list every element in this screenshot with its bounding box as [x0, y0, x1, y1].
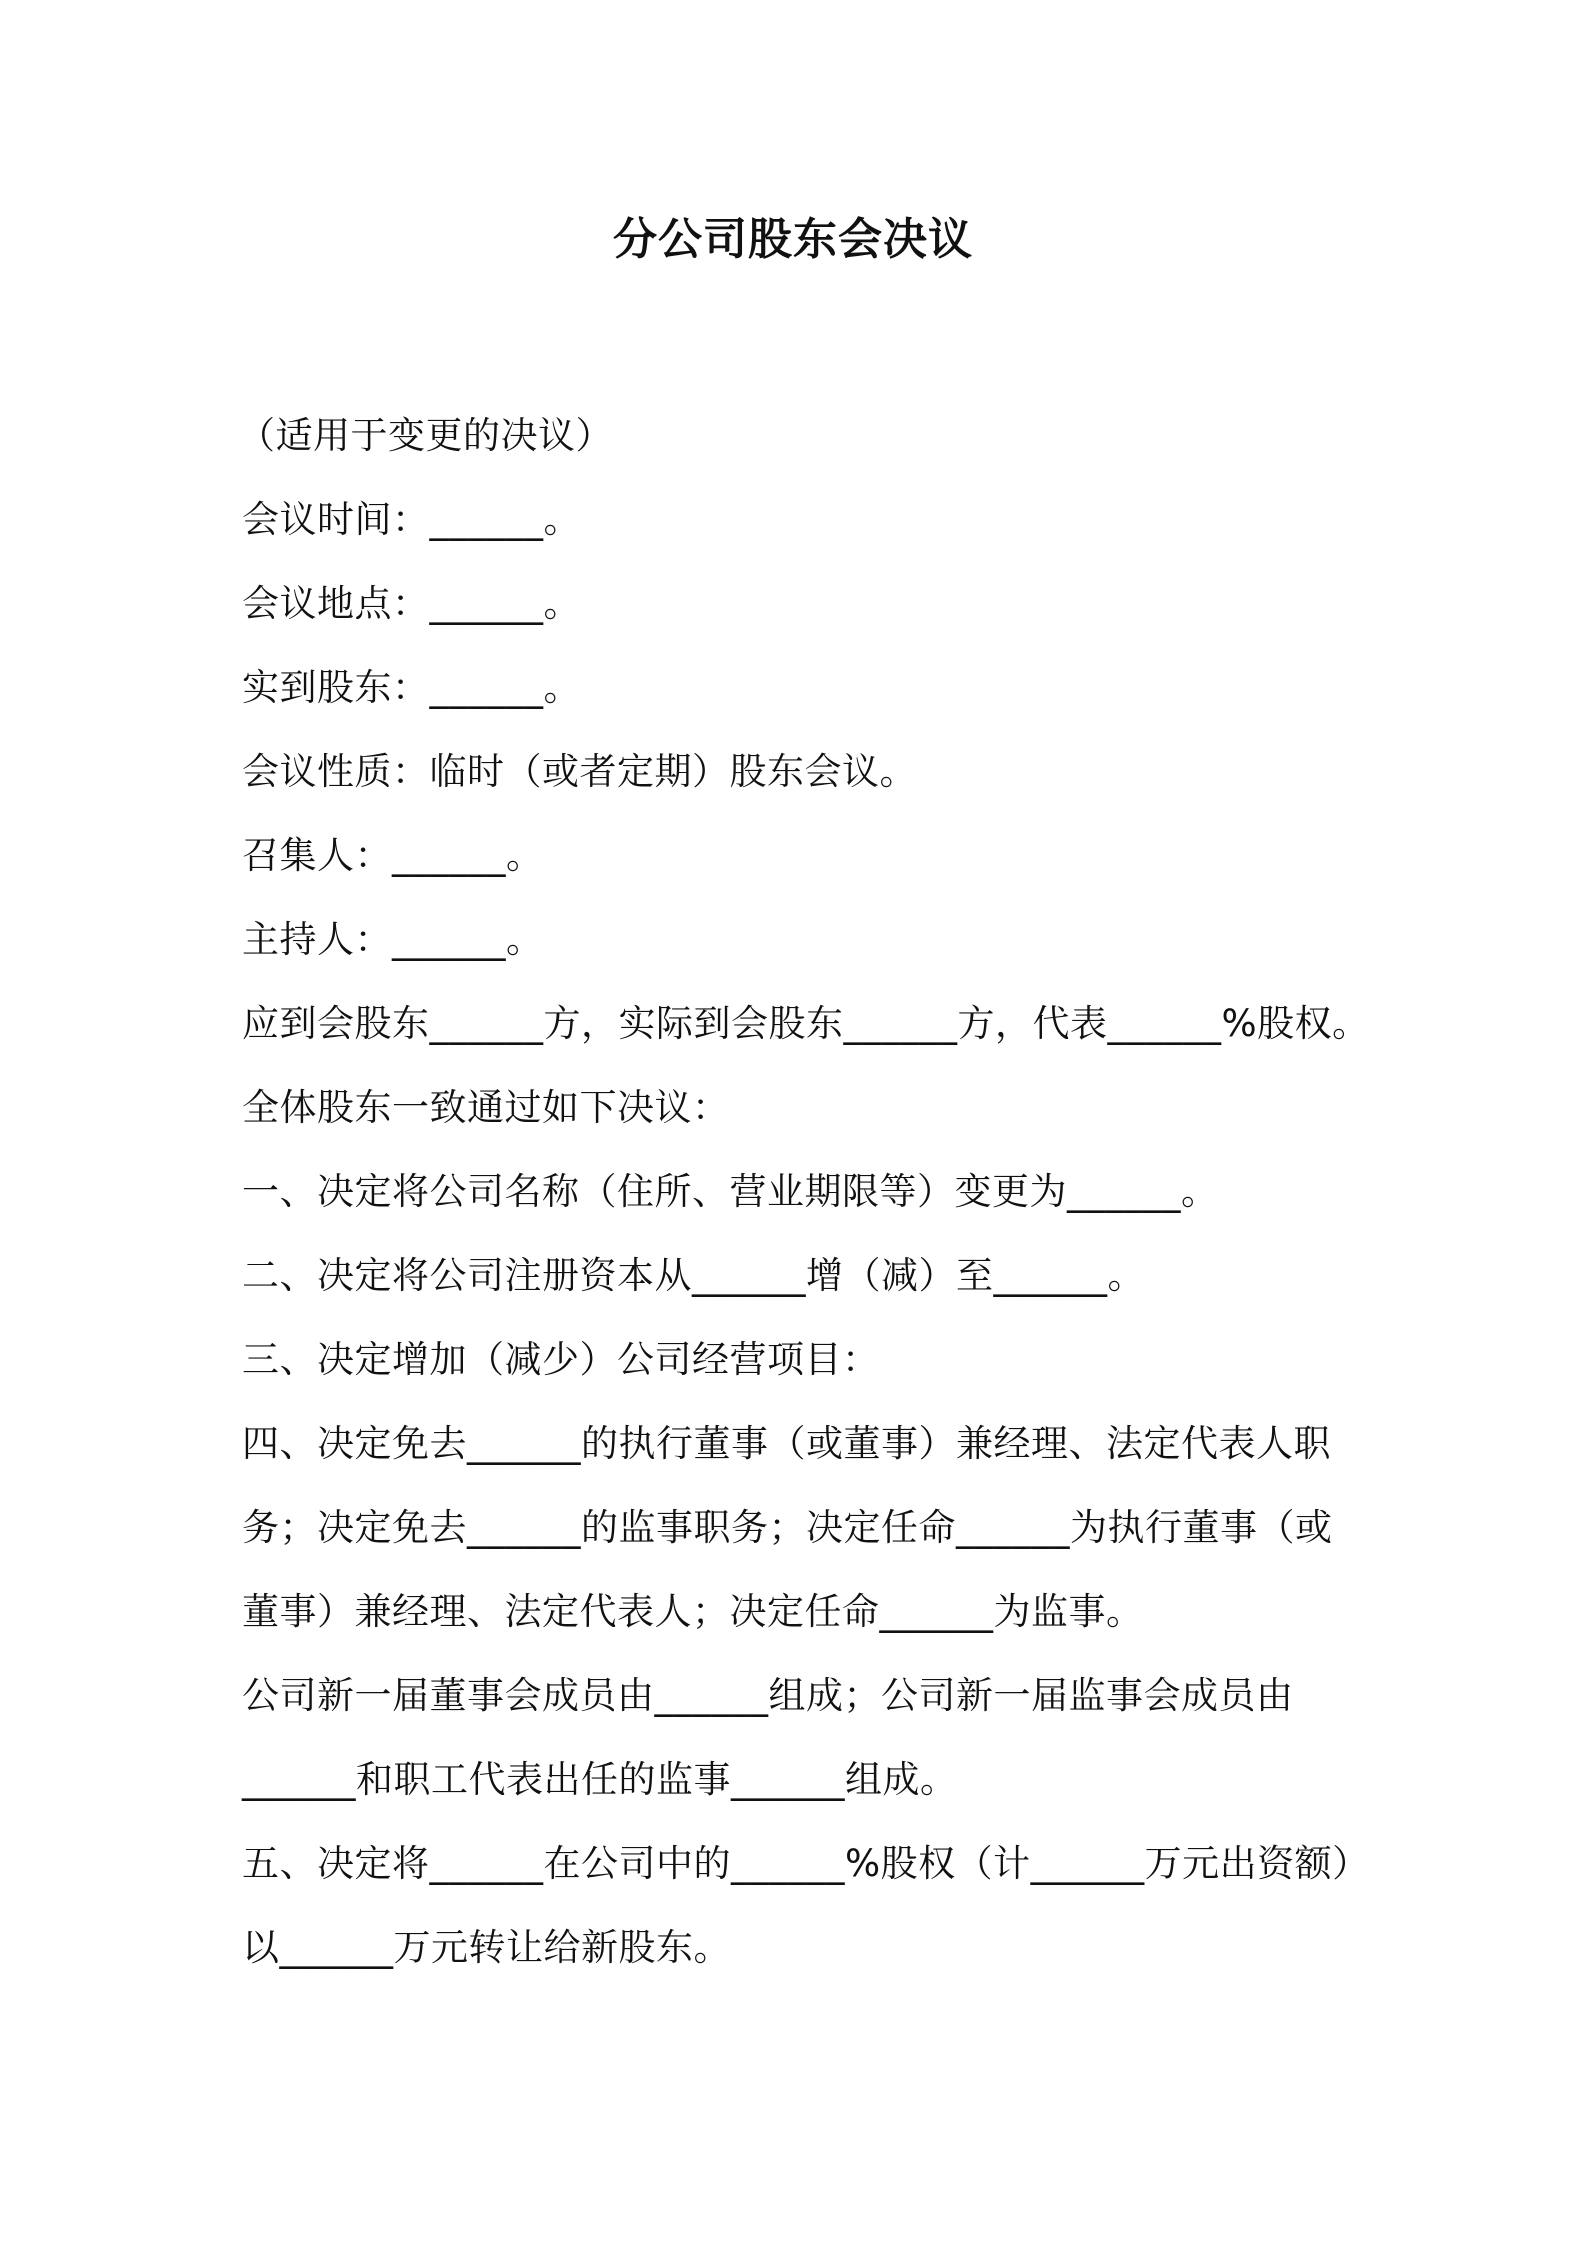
board-members-line-2: ______和职工代表出任的监事______组成。 [242, 1758, 958, 1801]
meeting-place-line: 会议地点：______。 [242, 582, 581, 625]
resolution-item-4-line-3: 董事）兼经理、法定代表人；决定任命______为监事。 [242, 1590, 1144, 1633]
resolution-item-3: 三、决定增加（减少）公司经营项目： [242, 1338, 880, 1381]
board-members-line-1: 公司新一届董事会成员由______组成；公司新一届监事会成员由 [242, 1674, 1294, 1717]
meeting-time-line: 会议时间：______。 [242, 498, 581, 541]
meeting-nature-line: 会议性质：临时（或者定期）股东会议。 [242, 750, 917, 793]
attending-shareholders-line: 实到股东：______。 [242, 666, 581, 709]
shareholder-count-line: 应到会股东______方，实际到会股东______方，代表______%股权。 [242, 1002, 1370, 1045]
host-line: 主持人：______。 [242, 918, 544, 961]
resolution-item-4-line-1: 四、决定免去______的执行董事（或董事）兼经理、法定代表人职 [242, 1422, 1331, 1465]
resolution-item-2: 二、决定将公司注册资本从______增（减）至______。 [242, 1254, 1145, 1297]
convener-line: 召集人：______。 [242, 834, 544, 877]
resolution-item-5-line-1: 五、决定将______在公司中的______%股权（计______万元出资额） [242, 1842, 1370, 1885]
document-subtitle: （适用于变更的决议） [238, 414, 613, 457]
resolution-intro-line: 全体股东一致通过如下决议： [242, 1086, 730, 1129]
document-title: 分公司股东会决议 [613, 214, 973, 265]
resolution-item-1: 一、决定将公司名称（住所、营业期限等）变更为______。 [242, 1170, 1219, 1213]
resolution-item-5-line-2: 以______万元转让给新股东。 [242, 1926, 731, 1969]
resolution-item-4-line-2: 务；决定免去______的监事职务；决定任命______为执行董事（或 [242, 1506, 1333, 1549]
